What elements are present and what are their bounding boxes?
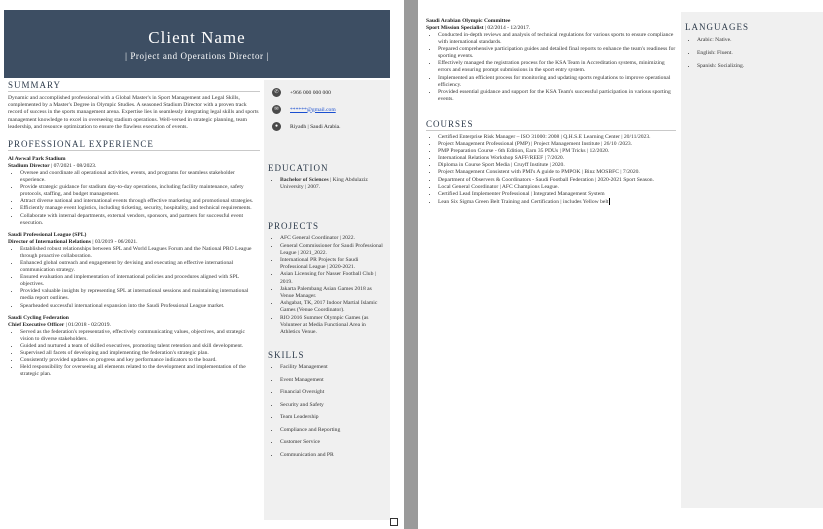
project-item: • Jakarta Palembang Asian Games 2018 as Venue Manager. — [280, 286, 386, 300]
languages-list — [685, 37, 823, 70]
job-company: Saudi Professional League (SPL) — [8, 231, 87, 238]
education-item — [280, 177, 386, 191]
contact-phone — [272, 86, 390, 99]
job-bullet: • Implemented an efficient process for monitoring and updating sports regulations to improve operational efficiency. — [438, 75, 676, 89]
job-bullet: • Oversee and coordinate all operational activities, events, and programs for seamless stakeholder experience. — [20, 170, 260, 184]
location-text: Riyadh | Saudi Arabia. — [290, 123, 341, 130]
job-bullets — [8, 246, 260, 310]
course-item: • Diploma in Course Sport Media | Cruyff Institute | 2020. — [438, 162, 676, 169]
project-item: • AFC General Coordinator | 2022. — [280, 235, 386, 242]
language-item: • Spanish: Socializing. — [697, 63, 823, 70]
job-bullet: • Enhanced global outreach and engagement by devising and executing an effective international communication strategy. — [20, 260, 260, 274]
contact-block — [264, 80, 390, 133]
job-role-line — [8, 239, 260, 245]
education-detail: | King Abdulaziz University | 2007. — [280, 177, 368, 191]
job-bullet: • Provided valuable insights by representing SPL at international sessions and maintaining international media report outlines. — [20, 288, 260, 302]
course-item: • Local General Coordinator | AFC Champions League. — [438, 184, 676, 191]
job-dates: | 07/2021 - 08/2023. — [51, 163, 97, 170]
job-role: Stadium Director — [8, 163, 50, 170]
projects-list — [268, 235, 386, 336]
job-bullets — [426, 32, 676, 103]
project-item: • Ashgabat, TK, 2017 Indoor Martial Islamic Games (Venue Coordinator). — [280, 300, 386, 314]
summary-heading: SUMMARY — [8, 80, 260, 92]
job-bullet: • Effectively managed the registration process for the KSA Team in Accreditation systems, minimizing errors and ensuring prompt submissions in the sport entry system. — [438, 60, 676, 74]
course-item: • International Relations Workshop SAFF/REEF | 7/2020. — [438, 155, 676, 162]
course-item: • Certified Enterprise Risk Manager – ISO 31000: 2008 | Q.H.S.E Learning Center | 20/11/2023. — [438, 134, 676, 141]
education-section — [264, 163, 390, 191]
job-bullet: • Supervised all facets of developing and implementing the federation's strategic plan. — [20, 350, 260, 357]
page-resize-handle[interactable] — [390, 518, 398, 526]
skill-item: • Customer Service — [280, 439, 386, 446]
left-column — [8, 80, 260, 378]
project-item: • Asian Licensing for Nasser Football Club | 2019. — [280, 271, 386, 285]
skill-item: • Team Leadership — [280, 414, 386, 421]
job-entry — [8, 156, 260, 227]
projects-section — [264, 221, 390, 336]
skill-item: • Security and Safety — [280, 402, 386, 409]
language-item: • Arabic: Native. — [697, 37, 823, 44]
job-bullet: • Held responsibility for overseeing all elements related to the development and implementation of the strategic plan. — [20, 364, 260, 378]
skill-item: • Facility Management — [280, 364, 386, 371]
course-item: • Certified Lead Implementer Professional | Integrated Management System — [438, 191, 676, 198]
skills-section — [264, 350, 390, 459]
job-bullet: • Spearheaded successful international expansion into the Saudi Professional League market. — [20, 303, 260, 310]
job-bullet: • Consistently provided updates on progress and key performance indicators to the board. — [20, 357, 260, 364]
project-item: • General Commissioner for Saudi Professional League | 2021_2022. — [280, 243, 386, 257]
skill-item: • Communication and PR — [280, 452, 386, 459]
job-role-line — [8, 322, 260, 328]
skills-heading: SKILLS — [268, 350, 305, 361]
project-item: • RIO 2016 Summer Olympic Games (as Volunteer at Media Functional Area in Athletics Venue. — [280, 315, 386, 337]
job-dates: | 02/2014 - 12/2017. — [484, 25, 531, 31]
job-role: Director of International Relations — [8, 238, 91, 245]
job-entry — [8, 232, 260, 310]
courses-heading: COURSES — [426, 119, 676, 131]
job-bullet: • Prepared comprehensive participation guides and detailed final reports to enhance the team's readiness for sporting events. — [438, 46, 676, 60]
job-bullet: • Established robust relationships between SPL and World Leagues Forum and the National PRO League through proactive collaboration. — [20, 246, 260, 260]
skill-item: • Event Management — [280, 377, 386, 384]
page2-left-column — [426, 18, 676, 206]
courses-list — [426, 134, 676, 206]
job-dates: | 03/2019 - 06/2021. — [92, 238, 138, 245]
job-role: Chief Executive Officer — [8, 321, 65, 328]
job-role-line — [426, 25, 676, 31]
resume-header — [4, 10, 390, 78]
job-bullet: • Guided and nurtured a team of skilled executives, promoting talent retention and skill development. — [20, 343, 260, 350]
job-entry — [8, 315, 260, 379]
page2-right-column — [681, 12, 823, 508]
projects-heading: PROJECTS — [268, 221, 320, 232]
course-item: • Project Management Consistent with PMI's A guide to PMPOK | Binz MOSBFC | 7/2020. — [438, 169, 676, 176]
job-bullets — [8, 329, 260, 379]
job-role: Sport Mission Specialist — [426, 25, 484, 31]
job-bullet: • Collaborate with internal departments, external vendors, sponsors, and partners for successful event execution. — [20, 213, 260, 227]
text-cursor — [609, 198, 610, 205]
languages-heading: LANGUAGES — [685, 22, 749, 32]
job-bullet: • Attract diverse national and international events through effective marketing and promotional strategies. — [20, 198, 260, 205]
project-item: • International PR Projects for Saudi Professional League | 2020-2021. — [280, 257, 386, 271]
phone-number: +966 000 000 000 — [290, 89, 331, 96]
phone-icon: ✆ — [272, 88, 281, 97]
resume-page-1 — [0, 0, 404, 529]
resume-page-2 — [418, 0, 823, 529]
language-item: • English: Fluent. — [697, 50, 823, 57]
right-column — [264, 80, 390, 520]
email-link[interactable]: ******@gmail.com — [290, 106, 336, 113]
course-item: • Department of Observers & Coordinators - Saudi Football Federation | 2020-2021 Sport Season. — [438, 177, 676, 184]
course-item-text: Lean Six Sigma Green Belt Training and Certification | includes Yellow belt — [438, 198, 609, 205]
contact-location — [272, 120, 390, 133]
job-company: Saudi Arabian Olympic Committee — [426, 18, 511, 24]
job-bullet: • Provide strategic guidance for stadium day-to-day operations, including facility maintenance, safety protocols, staffing, and budget management. — [20, 184, 260, 198]
job-bullet: • Efficiently manage event logistics, including ticketing, security, hospitality, and technical requirements. — [20, 205, 260, 212]
skill-item: • Financial Oversight — [280, 389, 386, 396]
job-role-line — [8, 163, 260, 169]
skills-list — [268, 364, 386, 459]
education-degree: Bachelor of Sciences — [280, 177, 329, 183]
job-entry — [426, 18, 676, 103]
job-bullet: • Provided essential guidance and support for the KSA Team's successful participation in various sporting events. — [438, 89, 676, 103]
client-name: Client Name — [148, 28, 246, 47]
summary-text: Dynamic and accomplished professional with a Global Master's in Sport Management and Legal Skills, complemented by a Master's Degree in Olympic Studies. A seasoned Stadium Director with a proven track record of success in the sports management arena. Expertise lies in seamlessly integrating legal skills and sports management knowledge to excel in overseeing stadium operations. Well-versed in strategic planning, team leadership, and resource optimization to ensure the flawless execution of events. — [8, 95, 259, 130]
job-bullet: • Conducted in-depth reviews and analysis of technical regulations for various sports to ensure compliance with international standards. — [438, 32, 676, 46]
education-heading: EDUCATION — [268, 163, 329, 173]
email-icon: ✉ — [272, 105, 281, 114]
course-item: • Project Management Professional (PMP) | Project Management Institute | 26/10 /2023. — [438, 141, 676, 148]
skill-item: • Compliance and Reporting — [280, 427, 386, 434]
job-title: | Project and Operations Director | — [125, 51, 269, 61]
job-bullets — [8, 170, 260, 227]
course-item[interactable] — [438, 198, 676, 206]
education-list — [268, 177, 386, 191]
job-company: Saudi Cycling Federation — [8, 314, 69, 321]
job-bullet: • Ensured evaluation and implementation of international policies and procedures aligned with SPL objectives. — [20, 274, 260, 288]
course-item: • PMP Preparation Course - 6th Edition, Earn 35 PDUs | PM Tricks | 12/2020. — [438, 148, 676, 155]
job-dates: | 01/2018 - 02/2019. — [65, 321, 111, 328]
job-bullet: • Served as the federation's representative, effectively communicating values, objectives, and strategic vision to diverse stakeholders. — [20, 329, 260, 343]
job-company: Al Awwal Park Stadium — [8, 156, 66, 163]
location-icon: ● — [272, 122, 281, 131]
languages-section — [681, 12, 823, 70]
contact-email — [272, 103, 390, 116]
experience-heading: PROFESSIONAL EXPERIENCE — [8, 139, 260, 151]
